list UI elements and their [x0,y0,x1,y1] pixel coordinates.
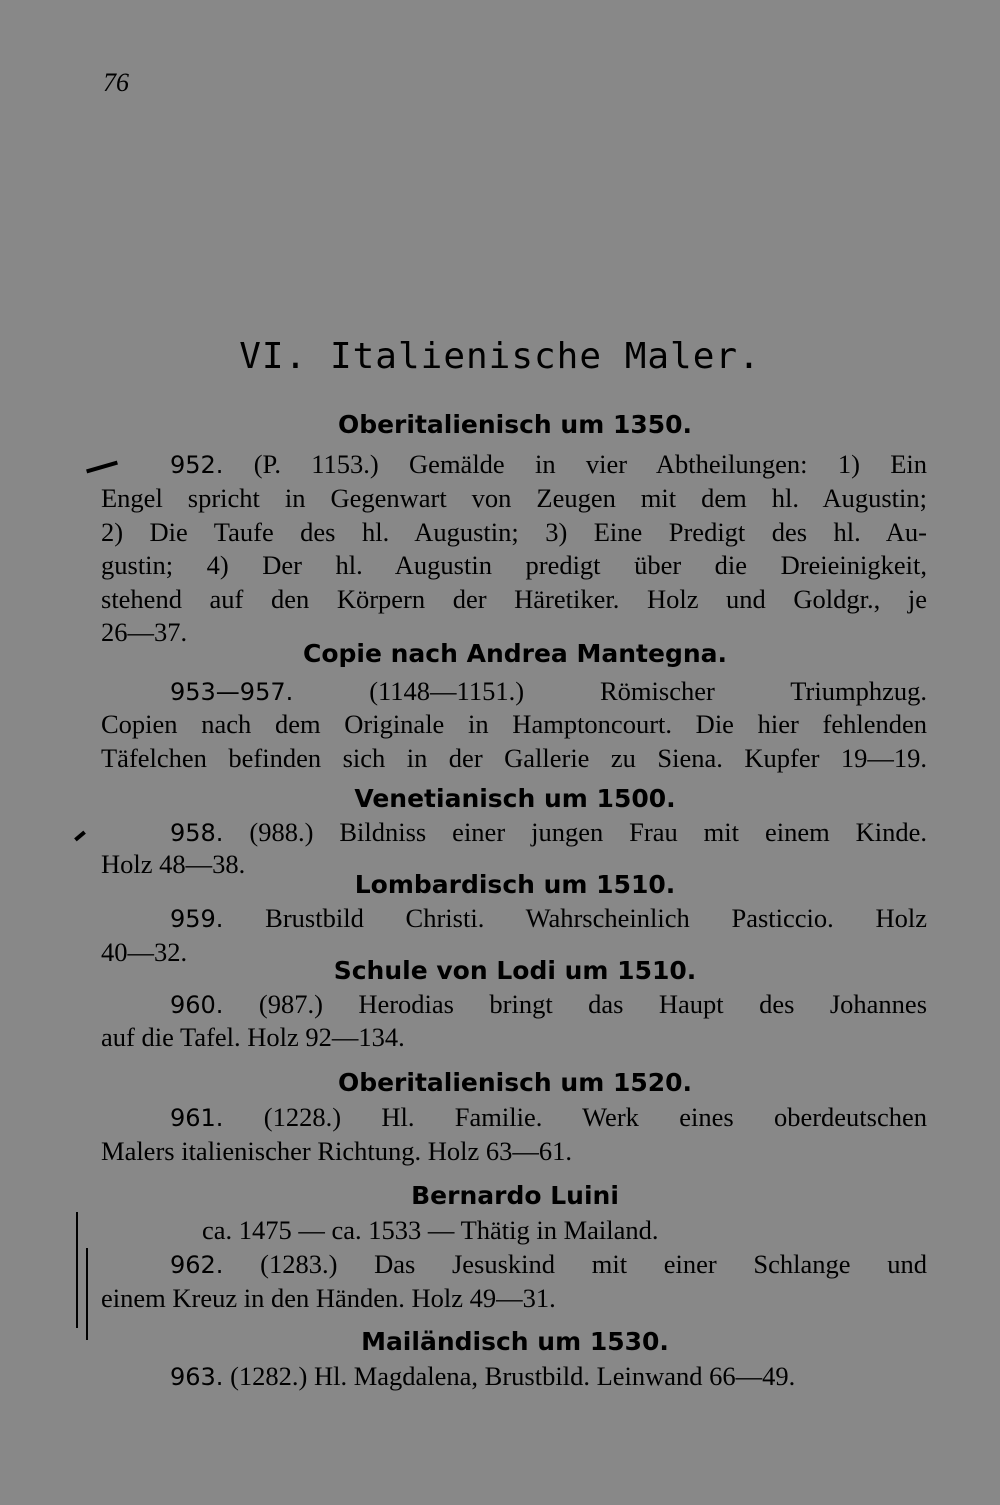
margin-pencil-mark [86,461,118,474]
section-heading: Oberitalienisch um 1520. [337,1068,693,1097]
entry-line: gustin; 4) Der hl. Augustin predigt über die Dreieinigkeit, [101,550,927,580]
margin-pencil-mark [86,1248,88,1340]
entry-number: 953—957. [170,678,294,706]
entry-line [170,1359,927,1394]
entry-line: Holz 48—38. [101,849,246,879]
entry-text: (1282.) Hl. Magdalena, Brustbild. Leinwand 66—49. [230,1361,796,1391]
entry-text: Brustbild Christi. Wahrscheinlich Pasticcio. Holz [265,903,928,933]
entry-line: auf die Tafel. Holz 92—134. [101,1022,405,1052]
section-heading: Copie nach Andrea Mantegna. [302,639,728,668]
entry-number: 960. [170,991,224,1019]
entry-line [170,674,927,709]
margin-pencil-mark [74,831,86,842]
margin-pencil-mark [76,1212,78,1328]
entry-text: (1148—1151.) Römischer Triumphzug. [369,676,927,706]
entry-line [170,815,927,850]
entry-line: Täfelchen befinden sich in der Gallerie zu Siena. Kupfer 19—19. [101,743,927,773]
entry-line: 26—37. [101,617,188,647]
entry-line: einem Kreuz in den Händen. Holz 49—31. [101,1283,556,1313]
entry-number: 962. [170,1251,224,1279]
entry-line: 40—32. [101,937,188,967]
section-heading: Mailändisch um 1530. [361,1327,669,1356]
section-heading: Lombardisch um 1510. [354,870,676,899]
entry-text: (P. 1153.) Gemälde in vier Abtheilungen: 1) Ein [253,449,927,479]
entry-number: 952. [170,451,224,479]
entry-number: 959. [170,905,224,933]
page-number: 76 [103,68,129,97]
entry-line [170,987,927,1022]
entry-text: (1228.) Hl. Familie. Werk eines oberdeutschen [263,1102,928,1132]
chapter-title: VI. Italienische Maler. [239,336,761,377]
entry-line [170,447,927,482]
entry-line [170,901,927,936]
section-heading: Venetianisch um 1500. [354,784,676,813]
entry-line: stehend auf den Körpern der Häretiker. Holz und Goldgr., je [101,584,927,614]
entry-number: 958. [170,819,224,847]
artist-dates: ca. 1475 — ca. 1533 — Thätig in Mailand. [202,1215,659,1245]
entry-line: Malers italienischer Richtung. Holz 63—61. [101,1136,573,1166]
entry-line: Copien nach dem Originale in Hamptoncourt. Die hier fehlenden [101,709,927,739]
entry-line: Engel spricht in Gegenwart von Zeugen mit dem hl. Augustin; [101,483,927,513]
entry-line: 2) Die Taufe des hl. Augustin; 3) Eine Predigt des hl. Au- [101,517,927,547]
section-heading: Oberitalienisch um 1350. [337,410,693,439]
entry-line [170,1247,927,1282]
entry-text: (988.) Bildniss einer jungen Frau mit einem Kinde. [249,817,928,847]
entry-number: 961. [170,1104,224,1132]
entry-text: (987.) Herodias bringt das Haupt des Johannes [258,989,928,1019]
entry-text: (1283.) Das Jesuskind mit einer Schlange und [260,1249,927,1279]
entry-number: 963. [170,1363,224,1391]
entry-line [170,1100,927,1135]
section-heading: Bernardo Luini [411,1181,619,1210]
section-heading: Schule von Lodi um 1510. [333,956,697,985]
